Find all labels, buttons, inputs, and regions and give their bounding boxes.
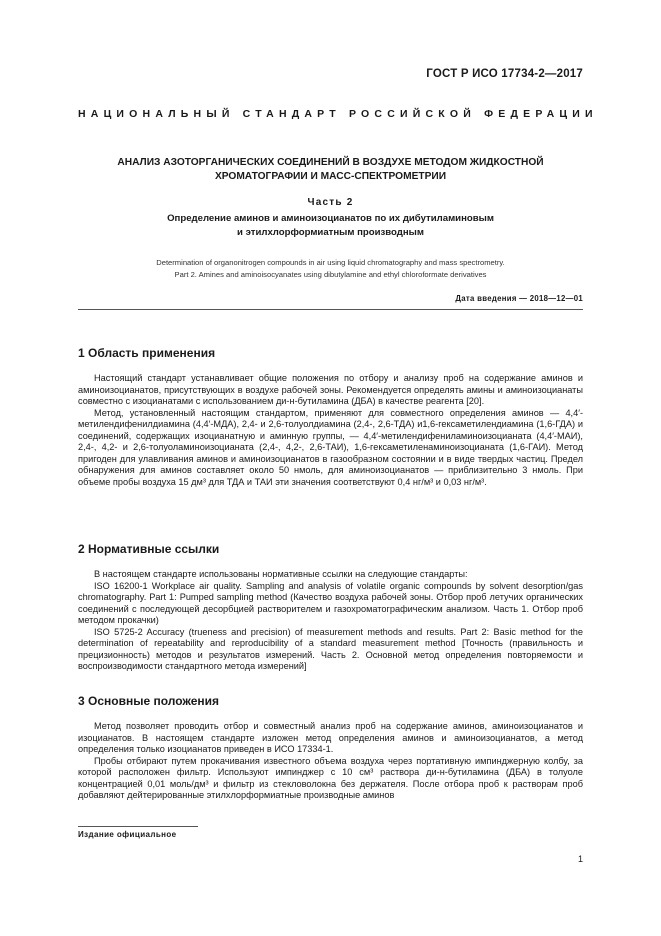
english-title <box>78 257 583 281</box>
national-standard-heading: НАЦИОНАЛЬНЫЙ СТАНДАРТ РОССИЙСКОЙ ФЕДЕРАЦИИ <box>78 108 598 120</box>
section-heading-general-provisions: 3 Основные положения <box>78 694 220 708</box>
section-scope-text <box>78 373 583 488</box>
header-divider <box>78 309 583 310</box>
introduction-date: Дата введения — 2018—12—01 <box>455 294 583 303</box>
english-title-line-1: Determination of organonitrogen compounds in air using liquid chromatography and mass spectrometry. <box>156 258 505 267</box>
paragraph: ISO 5725-2 Accuracy (trueness and precision) of measurement methods and results. Part 2: Basic method for the determination of repeatability and reproducibility of a standard measurement method [Точность (правильность и прецизионность) методов и результатов измерений. Часть 2. Основной метод определения повторяемости и воспроизводимости стандартного метода измерений] <box>78 626 583 671</box>
part-label: Часть 2 <box>307 197 354 208</box>
part-title <box>78 212 583 239</box>
paragraph: ISO 16200-1 Workplace air quality. Sampling and analysis of volatile organic compounds by solvent desorption/gas chromatography. Part 1: Pumped sampling method (Качество воздуха рабочей зоны. Отбор проб летучих органических соединений с последующей десорбцией растворителем и газохроматографическим анализом. Часть 1. Отбор проб методом прокачки) <box>78 580 583 625</box>
section-references-text <box>78 569 583 673</box>
title-line-1: АНАЛИЗ АЗОТОРГАНИЧЕСКИХ СОЕДИНЕНИЙ В ВОЗДУХЕ МЕТОДОМ ЖИДКОСТНОЙ <box>117 157 544 168</box>
english-title-line-2: Part 2. Amines and aminoisocyanates using dibutylamine and ethyl chloroformate derivatives <box>174 270 487 279</box>
section-heading-normative-references: 2 Нормативные ссылки <box>78 542 220 556</box>
paragraph: Метод, установленный настоящим стандартом, применяют для совместного определения аминов — 4,4′-метилендифенилдиамина (4,4′-МДА), 2,4- и 2,6-толуолдиамина (2,4-, 2,6-ТДА) и1,6-гексаметилендиамина (1,6-ГДА) и соединений, содержащих изоцианатную и аминную группы, — 4,4′-метилендифениламиноизоцианата (4,4′-МАИ), 2,4-, 4,2- и 2,6-толуоламиноизоцианата (2,4-, 4,2-, 2,6-ТАИ), 1,6-гексаметиленаминоизоцианата (1,6-ГАИ). Метод пригоден для улавливания аминов и аминоизоцианатов в газообразном состоянии и в виде твердых частиц. Предел обнаружения для аминов составляет около 50 нмоль, для аминоизоцианатов — приблизительно 3 нмоль. При объеме пробы воздуха 15 дм³ для ТДА и ТАИ эти значения соответствуют 0,4 нг/м³ и 0,03 нг/м³. <box>78 407 583 487</box>
page-number: 1 <box>577 854 583 864</box>
edition-label: Издание официальное <box>78 830 177 839</box>
document-number: ГОСТ Р ИСО 17734-2—2017 <box>426 68 583 80</box>
part-title-line-2: и этилхлорформиатным производным <box>237 226 424 238</box>
paragraph: Метод позволяет проводить отбор и совместный анализ проб на содержание аминов, аминоизоцианатов и изоцианатов. В настоящем стандарте изложен метод определения аминов и аминоизоцианатов, а метод определения только изоцианатов приведен в ИСО 17334-1. <box>78 721 583 754</box>
section-general-text <box>78 721 583 802</box>
section-heading-scope: 1 Область применения <box>78 346 216 360</box>
part-title-line-1: Определение аминов и аминоизоцианатов по их дибутиламиновым <box>167 213 494 224</box>
footer-divider <box>78 826 198 827</box>
paragraph: Пробы отбирают путем прокачивания известного объема воздуха через портативную импинджерную колбу, за которой расположен фильтр. Используют импинджер с 10 см³ раствора ди-н-бутиламина (ДБА) в толуоле концентрацией 0,01 моль/дм³ и фильтр из стекловолокна без держателя. После отбора проб к растворам проб добавляют дейтерированные этилхлорформиатные производные аминов <box>78 755 583 800</box>
paragraph: В настоящем стандарте использованы нормативные ссылки на следующие стандарты: <box>94 569 468 579</box>
paragraph: Настоящий стандарт устанавливает общие положения по отбору и анализу проб на содержание аминов и аминоизоцианатов, присутствующих в воздухе рабочей зоны. Рекомендуется определять амины и аминоизоцианаты совместно с изоцианатами с использованием ди-н-бутиламина (ДБА) в качестве реагента [20]. <box>78 373 583 406</box>
title-line-2: ХРОМАТОГРАФИИ И МАСС-СПЕКТРОМЕТРИИ <box>214 171 447 182</box>
document-title <box>78 156 583 184</box>
